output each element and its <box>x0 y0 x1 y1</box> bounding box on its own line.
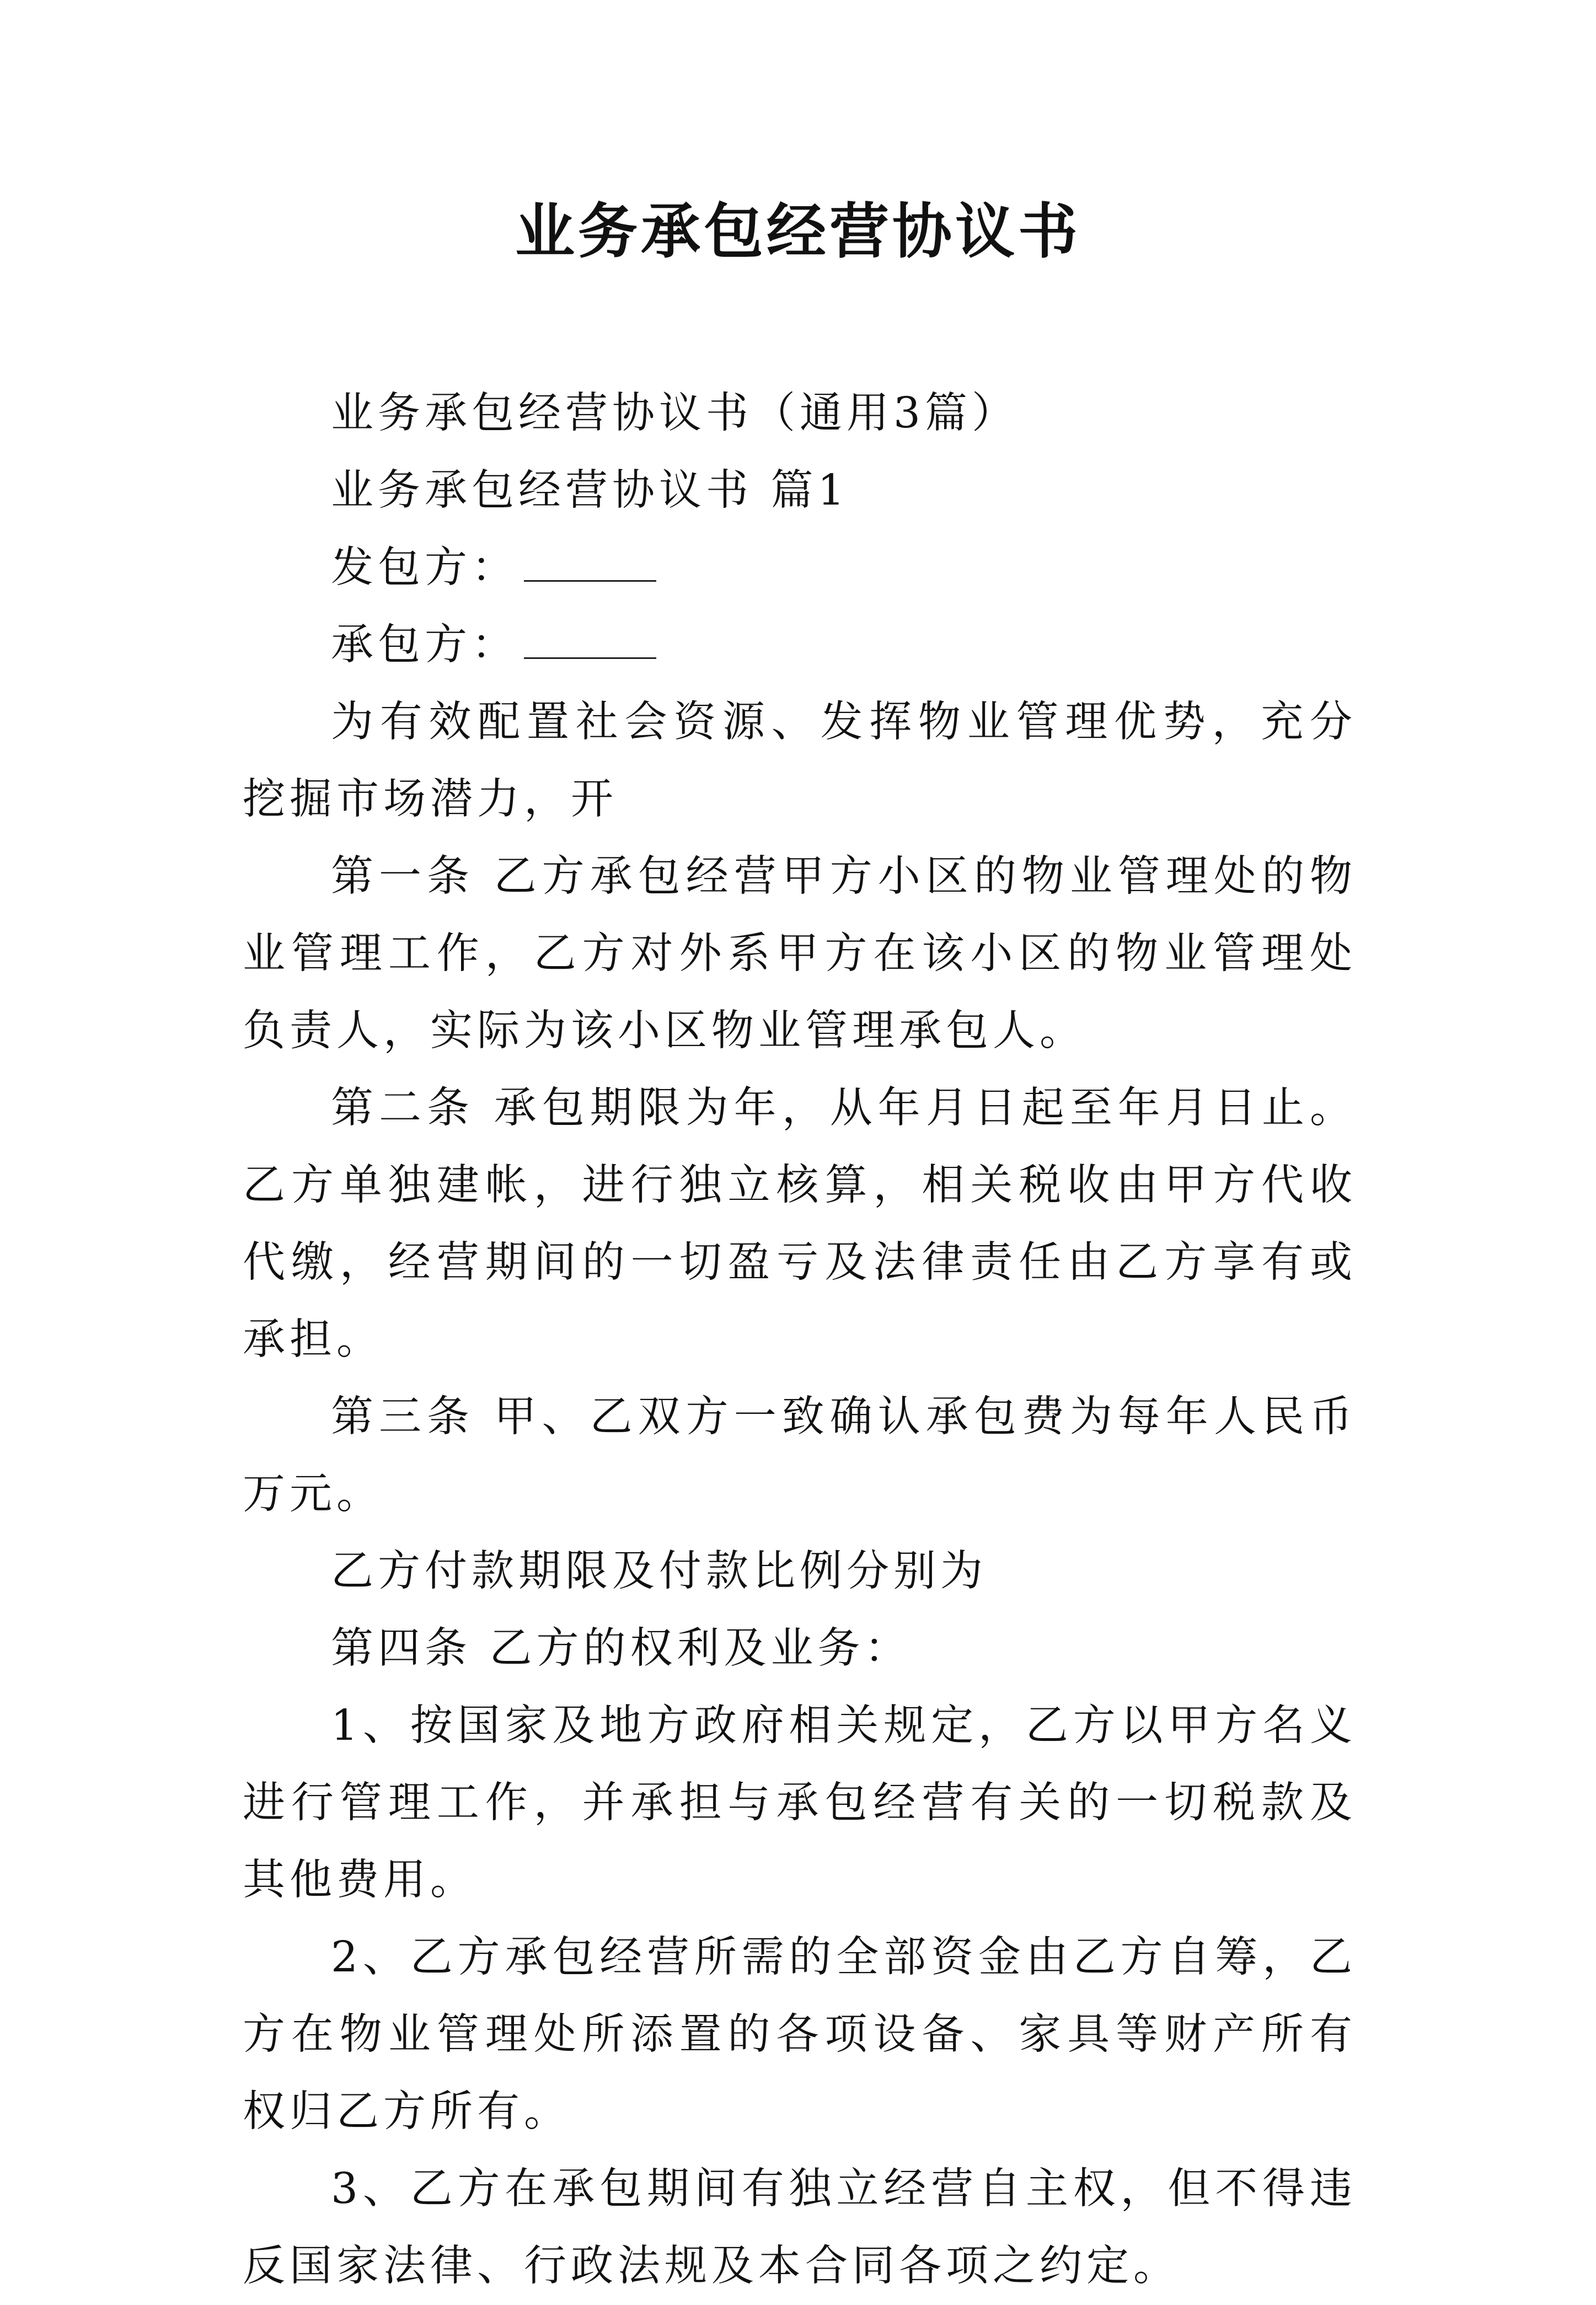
payment-text: 乙方付款期限及付款比例分别为 <box>331 1547 987 1596</box>
article-2-text: 第二条 承包期限为年，从年月日起至年月日止。乙方单独建帐，进行独立核算，相关税收由甲方代收代缴，经营期间的一切盈亏及法律责任由乙方享有或承担。 <box>243 1084 1357 1364</box>
party-b-label: 承包方： <box>331 620 518 669</box>
article-4-text: 第四条 乙方的权利及业务： <box>331 1624 912 1673</box>
subtitle <box>243 375 1357 452</box>
article-1-paragraph <box>243 838 1357 1070</box>
article-4-paragraph <box>243 1610 1357 1687</box>
section-heading-text: 业务承包经营协议书 篇1 <box>331 466 849 515</box>
intro-text: 为有效配置社会资源、发挥物业管理优势，充分挖掘市场潜力，开 <box>243 698 1357 824</box>
item-1-text: 1、按国家及地方政府相关规定，乙方以甲方名义进行管理工作，并承担与承包经营有关的一切税款及其他费用。 <box>243 1701 1357 1905</box>
party-b-line <box>243 607 1357 684</box>
party-a-line <box>243 529 1357 607</box>
document-body <box>243 375 1357 2305</box>
article-2-paragraph <box>243 1070 1357 1379</box>
item-2-text: 2、乙方承包经营所需的全部资金由乙方自筹，乙方在物业管理处所添置的各项设备、家具等财产所有权归乙方所有。 <box>243 1933 1357 2136</box>
party-a-blank <box>524 547 656 582</box>
payment-paragraph <box>243 1533 1357 1610</box>
item-3-text: 3、乙方在承包期间有独立经营自主权，但不得违反国家法律、行政法规及本合同各项之约定。 <box>243 2164 1357 2291</box>
article-1-text: 第一条 乙方承包经营甲方小区的物业管理处的物业管理工作，乙方对外系甲方在该小区的物业管理处负责人，实际为该小区物业管理承包人。 <box>243 852 1357 1055</box>
section-heading <box>243 452 1357 529</box>
document-title: 业务承包经营协议书 <box>515 197 1081 266</box>
article-3-paragraph <box>243 1379 1357 1533</box>
subtitle-text: 业务承包经营协议书（通用3篇） <box>331 389 1019 438</box>
article-3-text: 第三条 甲、乙双方一致确认承包费为每年人民币万元。 <box>243 1392 1357 1519</box>
party-a-label: 发包方： <box>331 543 518 592</box>
party-b-blank <box>524 624 656 659</box>
item-2-paragraph <box>243 1919 1357 2151</box>
item-1-paragraph <box>243 1687 1357 1919</box>
item-3-paragraph <box>243 2151 1357 2305</box>
intro-paragraph <box>243 684 1357 838</box>
